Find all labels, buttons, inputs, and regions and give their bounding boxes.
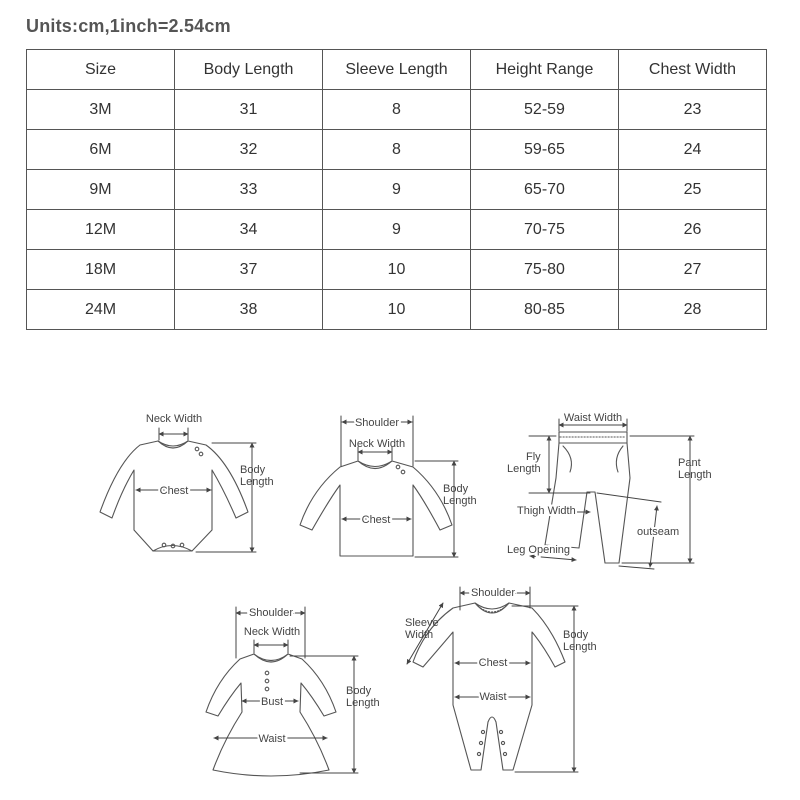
cell-size: 9M bbox=[27, 170, 175, 210]
cell-body-length: 34 bbox=[175, 210, 323, 250]
label-outseam: outseam bbox=[637, 526, 680, 538]
label-shoulder: Shoulder bbox=[248, 607, 294, 619]
dress-outline bbox=[206, 654, 336, 776]
header-chest-width: Chest Width bbox=[619, 50, 767, 90]
cell-height-range: 70-75 bbox=[471, 210, 619, 250]
label-sleeve-width: Sleeve bbox=[405, 617, 439, 629]
label-bust: Bust bbox=[260, 696, 284, 708]
label-pant-length: Length bbox=[678, 469, 712, 481]
cell-size: 18M bbox=[27, 250, 175, 290]
label-fly-length: Length bbox=[507, 463, 541, 475]
label-body-length: Body bbox=[443, 483, 469, 495]
label-waist-width: Waist Width bbox=[563, 412, 623, 424]
cell-size: 12M bbox=[27, 210, 175, 250]
cell-sleeve-length: 9 bbox=[323, 210, 471, 250]
cell-sleeve-length: 8 bbox=[323, 90, 471, 130]
label-neck-width: Neck Width bbox=[348, 438, 406, 450]
label-leg-opening: Leg Opening bbox=[507, 544, 570, 556]
header-sleeve-length: Sleeve Length bbox=[323, 50, 471, 90]
cell-chest-width: 25 bbox=[619, 170, 767, 210]
header-height-range: Height Range bbox=[471, 50, 619, 90]
label-chest: Chest bbox=[361, 514, 391, 526]
cell-chest-width: 23 bbox=[619, 90, 767, 130]
cell-chest-width: 28 bbox=[619, 290, 767, 330]
label-sleeve-width: Width bbox=[405, 629, 434, 641]
cell-height-range: 52-59 bbox=[471, 90, 619, 130]
label-neck-width: Neck Width bbox=[145, 413, 203, 425]
cell-sleeve-length: 10 bbox=[323, 290, 471, 330]
pants-pocket bbox=[563, 446, 571, 472]
cell-height-range: 59-65 bbox=[471, 130, 619, 170]
header-body-length: Body Length bbox=[175, 50, 323, 90]
cell-chest-width: 26 bbox=[619, 210, 767, 250]
cell-height-range: 80-85 bbox=[471, 290, 619, 330]
label-body-length: Length bbox=[240, 476, 274, 488]
label-neck-width: Neck Width bbox=[243, 626, 301, 638]
label-body-length: Body bbox=[240, 464, 266, 476]
label-body-length: Body bbox=[346, 685, 372, 697]
label-fly-length: Fly bbox=[526, 451, 541, 463]
cell-body-length: 38 bbox=[175, 290, 323, 330]
bodysuit-collar bbox=[158, 441, 188, 448]
label-shoulder: Shoulder bbox=[470, 587, 516, 599]
cell-sleeve-length: 10 bbox=[323, 250, 471, 290]
cell-body-length: 37 bbox=[175, 250, 323, 290]
top-outline bbox=[300, 461, 452, 556]
cell-size: 6M bbox=[27, 130, 175, 170]
label-body-length: Body bbox=[563, 629, 589, 641]
cell-sleeve-length: 8 bbox=[323, 130, 471, 170]
label-body-length: Length bbox=[443, 495, 477, 507]
label-chest: Chest bbox=[478, 657, 508, 669]
top-diagram bbox=[300, 461, 452, 556]
pants-pocket bbox=[616, 446, 623, 472]
cell-body-length: 33 bbox=[175, 170, 323, 210]
cell-size: 24M bbox=[27, 290, 175, 330]
cell-height-range: 65-70 bbox=[471, 170, 619, 210]
label-chest: Chest bbox=[159, 485, 189, 497]
cell-chest-width: 27 bbox=[619, 250, 767, 290]
cell-body-length: 31 bbox=[175, 90, 323, 130]
cell-chest-width: 24 bbox=[619, 130, 767, 170]
dress-diagram bbox=[206, 654, 336, 776]
header-size: Size bbox=[27, 50, 175, 90]
label-thigh-width: Thigh Width bbox=[517, 505, 576, 517]
cell-size: 3M bbox=[27, 90, 175, 130]
label-waist: Waist bbox=[479, 691, 507, 703]
label-waist: Waist bbox=[258, 733, 286, 745]
cell-body-length: 32 bbox=[175, 130, 323, 170]
units-note: Units:cm,1inch=2.54cm bbox=[26, 16, 231, 36]
cell-sleeve-length: 9 bbox=[323, 170, 471, 210]
top-collar bbox=[358, 461, 392, 469]
label-body-length: Length bbox=[346, 697, 380, 709]
label-shoulder: Shoulder bbox=[354, 417, 400, 429]
cell-height-range: 75-80 bbox=[471, 250, 619, 290]
label-pant-length: Pant bbox=[678, 457, 701, 469]
label-body-length: Length bbox=[563, 641, 597, 653]
